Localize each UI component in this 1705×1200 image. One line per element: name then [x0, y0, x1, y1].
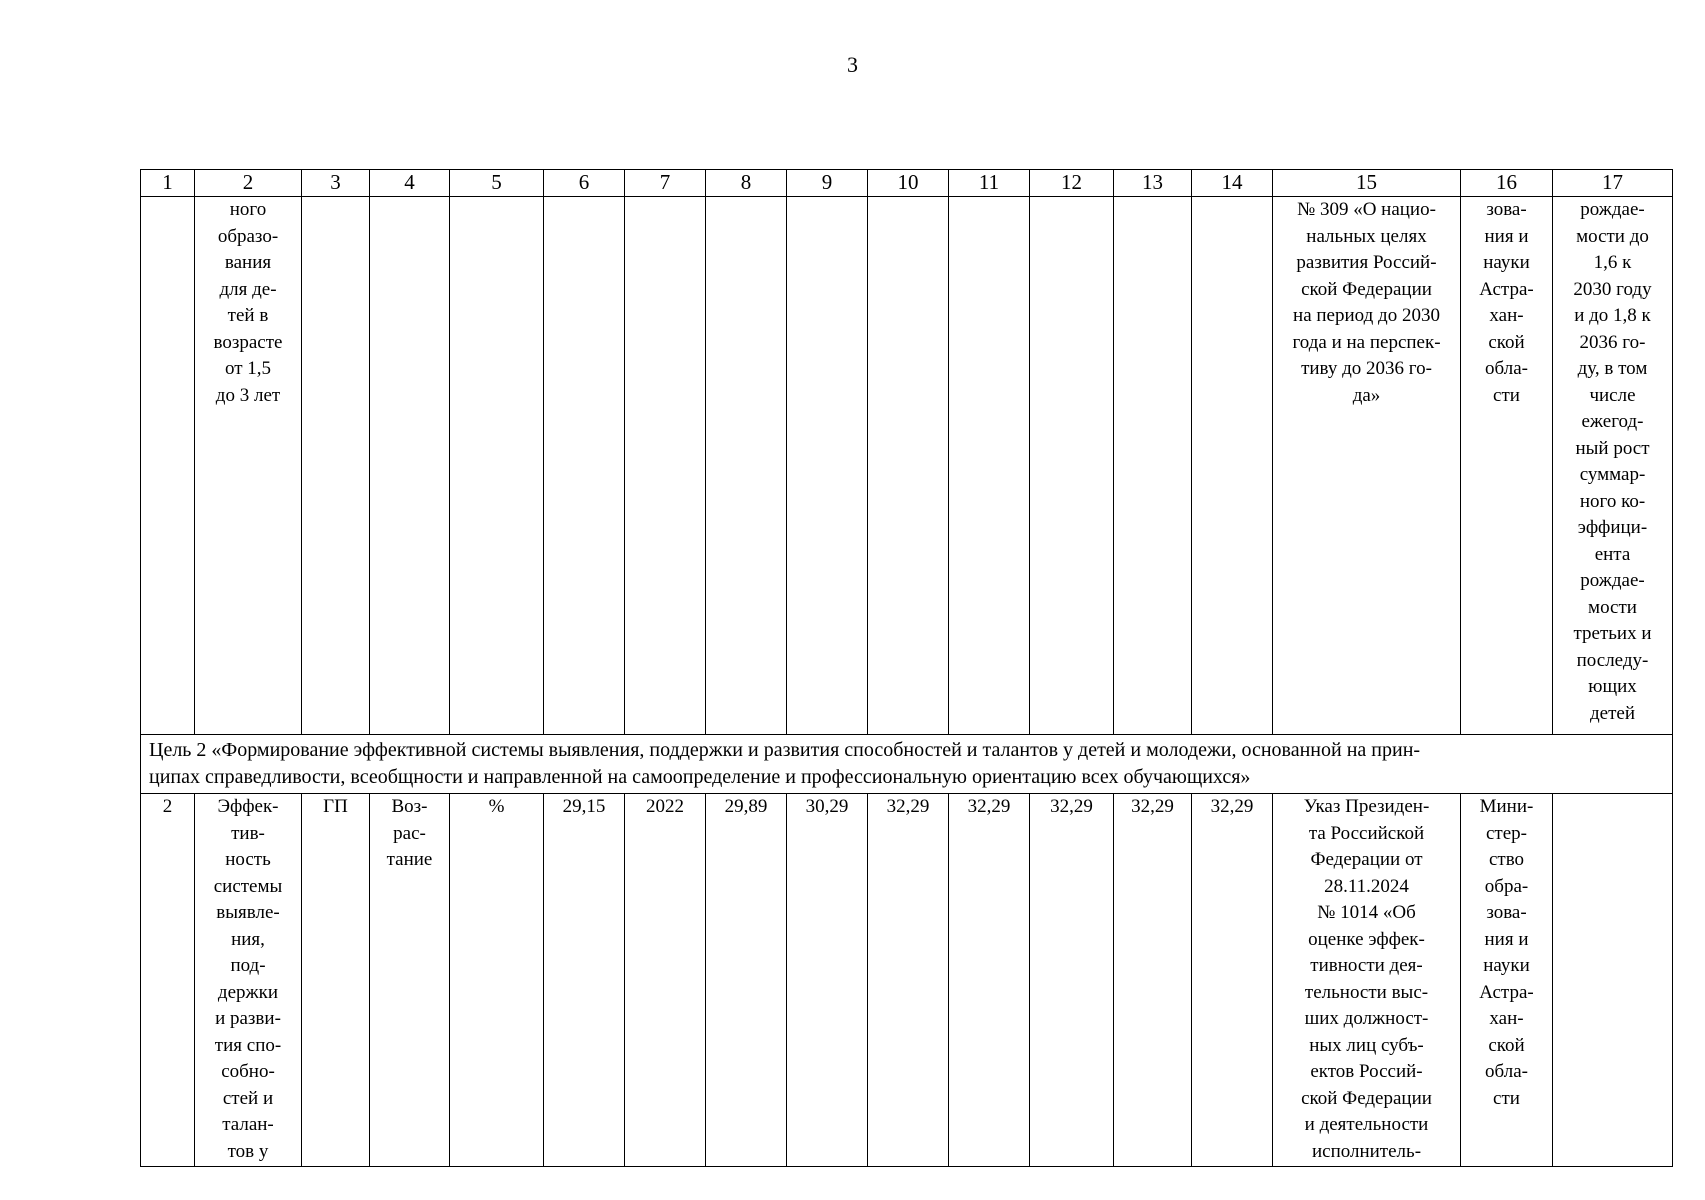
column-header: 17 — [1553, 170, 1673, 197]
column-header: 4 — [370, 170, 450, 197]
table-cell — [1114, 197, 1192, 735]
value-cell: 32,29 — [1030, 794, 1114, 1167]
table-row — [141, 794, 1673, 1167]
legal-basis-cell: Указ Президен- та Российской Федерации от 28.11.2024 № 1014 «Об оценке эффек- тивности дея- тельности выс- ших должност- ных лиц субъ- ектов Россий- ской Федерации и деятельности исполнитель- — [1273, 794, 1461, 1167]
table-row — [141, 197, 1673, 735]
column-header: 3 — [302, 170, 370, 197]
indicator-trend-cell: Воз- рас- тание — [370, 794, 450, 1167]
table-cell — [787, 197, 868, 735]
responsible-cell: Мини- стер- ство обра- зова- ния и науки Астра- хан- ской обла- сти — [1461, 794, 1553, 1167]
table-cell — [868, 197, 949, 735]
indicators-table — [140, 169, 1673, 1167]
column-header: 9 — [787, 170, 868, 197]
value-cell: 30,29 — [787, 794, 868, 1167]
legal-basis-cell: № 309 «О нацио- нальных целях развития Россий- ской Федерации на период до 2030 года и на перспек- тиву до 2036 го- да» — [1273, 197, 1461, 735]
link-cell — [1553, 794, 1673, 1167]
link-cell: рождае- мости до 1,6 к 2030 году и до 1,8 к 2036 го- ду, в том числе ежегод- ный рост суммар- ного ко- эффици- ента рождае- мости третьих и последу- ющих детей — [1553, 197, 1673, 735]
value-cell: 32,29 — [868, 794, 949, 1167]
value-cell: 32,29 — [949, 794, 1030, 1167]
table-cell — [949, 197, 1030, 735]
table-cell — [544, 197, 625, 735]
column-header: 16 — [1461, 170, 1553, 197]
indicator-level-cell: ГП — [302, 794, 370, 1167]
column-number-row — [141, 170, 1673, 197]
column-header: 7 — [625, 170, 706, 197]
column-header: 12 — [1030, 170, 1114, 197]
column-header: 10 — [868, 170, 949, 197]
column-header: 11 — [949, 170, 1030, 197]
value-cell: 29,89 — [706, 794, 787, 1167]
table-cell — [706, 197, 787, 735]
table-cell — [625, 197, 706, 735]
column-header: 5 — [450, 170, 544, 197]
base-year-cell: 2022 — [625, 794, 706, 1167]
table-cell — [141, 197, 195, 735]
table-cell: ного образо- вания для де- тей в возрасте от 1,5 до 3 лет — [195, 197, 302, 735]
column-header: 15 — [1273, 170, 1461, 197]
column-header: 13 — [1114, 170, 1192, 197]
unit-cell: % — [450, 794, 544, 1167]
table-cell — [450, 197, 544, 735]
indicator-number-cell: 2 — [141, 794, 195, 1167]
column-header: 6 — [544, 170, 625, 197]
goal-2-text: Цель 2 «Формирование эффективной системы выявления, поддержки и развития способностей и талантов у детей и молодежи, основанной на прин- ципах справедливости, всеобщности и направленной на самоопределение и профессиональную ориентацию всех обучающихся» — [141, 735, 1673, 794]
page-number: 3 — [847, 52, 858, 77]
value-cell: 32,29 — [1114, 794, 1192, 1167]
table-cell — [370, 197, 450, 735]
indicator-name-cell: Эффек- тив- ность системы выявле- ния, под- держки и разви- тия спо- собно- стей и талан- тов у — [195, 794, 302, 1167]
goal-row — [141, 735, 1673, 794]
table-cell — [1192, 197, 1273, 735]
column-header: 2 — [195, 170, 302, 197]
responsible-cell: зова- ния и науки Астра- хан- ской обла- сти — [1461, 197, 1553, 735]
table-cell — [302, 197, 370, 735]
column-header: 14 — [1192, 170, 1273, 197]
value-cell: 32,29 — [1192, 794, 1273, 1167]
base-value-cell: 29,15 — [544, 794, 625, 1167]
column-header: 1 — [141, 170, 195, 197]
column-header: 8 — [706, 170, 787, 197]
table-cell — [1030, 197, 1114, 735]
